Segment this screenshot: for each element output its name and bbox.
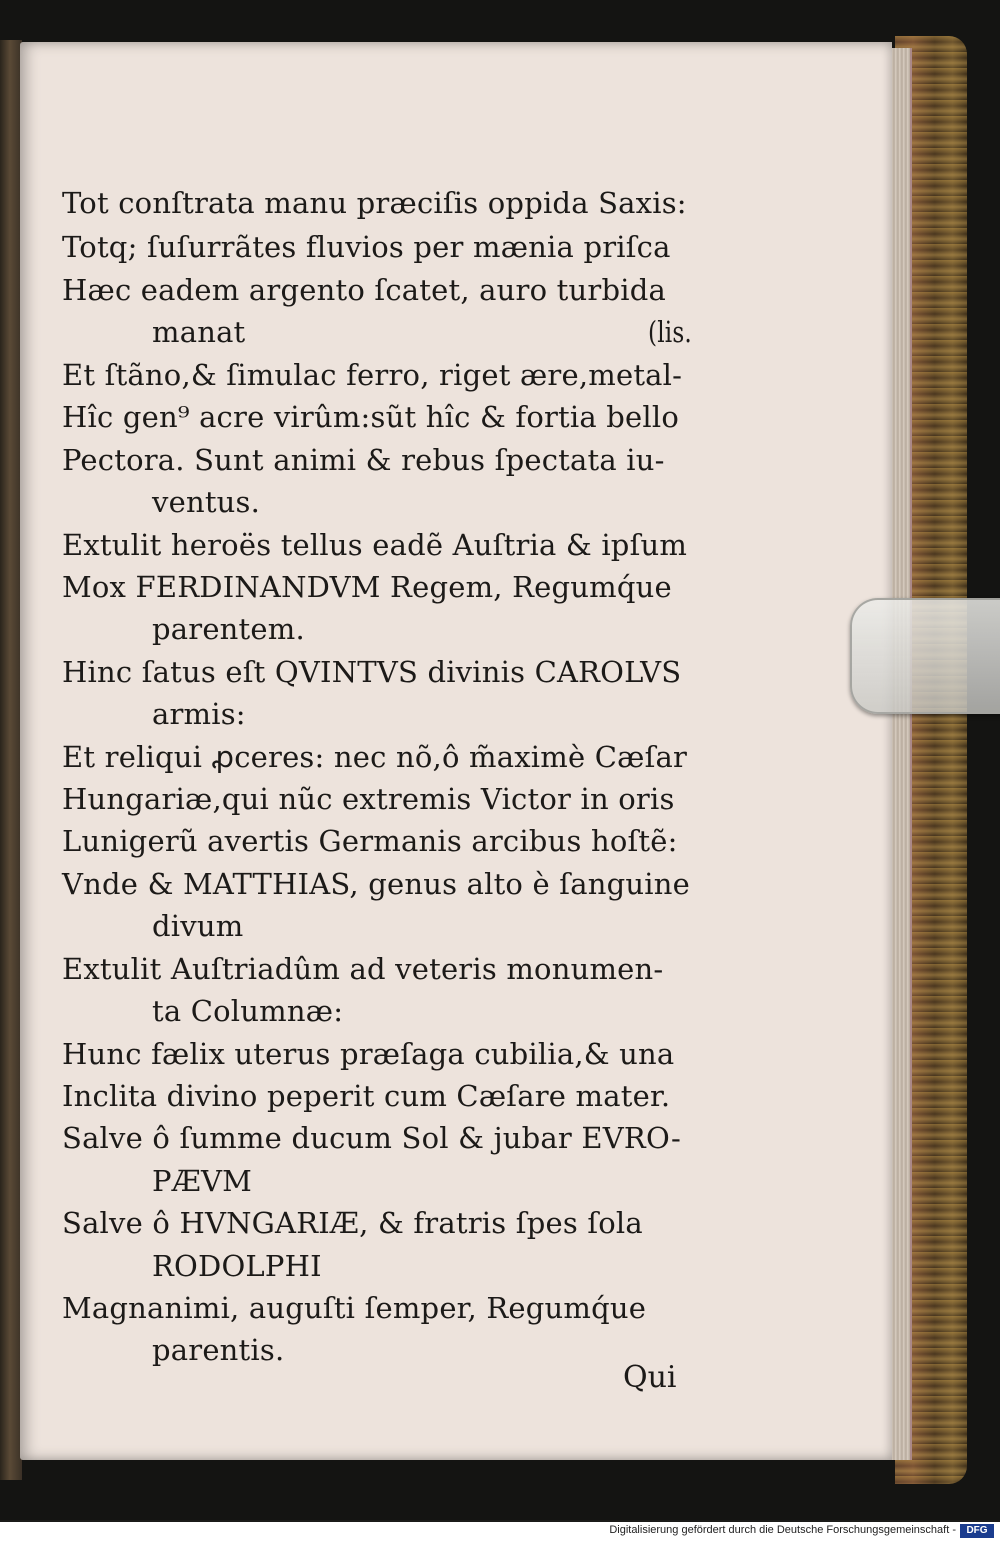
poem-line: Hæc eadem argento ſcatet, auro turbida xyxy=(62,273,666,307)
poem-line: Salve ô ſumme ducum Sol & jubar EVRO- xyxy=(62,1121,681,1155)
poem-line: Tot conſtrata manu præciſis oppida Saxis: xyxy=(62,186,687,220)
poem-line: Magnanimi, auguſti ſemper, Regumq́ue xyxy=(62,1291,647,1325)
poem-line: Extulit heroës tellus eadẽ Auſtria & ipſum xyxy=(62,528,688,562)
poem-line: ventus. xyxy=(152,485,261,519)
poem-line: Salve ô HVNGARIÆ, & fratris ſpes ſola xyxy=(62,1206,643,1240)
poem-line: (lis. xyxy=(648,315,692,349)
poem-line: parentis. xyxy=(152,1333,285,1367)
footer-credit: Digitalisierung gefördert durch die Deutsche Forschungsgemeinschaft - xyxy=(609,1524,956,1536)
poem-line: Pectora. Sunt animi & rebus ſpectata iu- xyxy=(62,443,665,477)
poem-line: armis: xyxy=(152,697,246,731)
poem-line: Et ſtãno,& ſimulac ferro, riget ære,metal- xyxy=(62,358,683,392)
poem-line: Totq; ſuſurrãtes fluvios per mænia priſca xyxy=(62,230,671,264)
poem-line: Mox FERDINANDVM Regem, Regumq́ue xyxy=(62,570,672,604)
poem-line: Hîc gen⁹ acre virûm:sũt hîc & fortia bello xyxy=(62,400,680,434)
poem-line: RODOLPHI xyxy=(152,1249,322,1283)
poem-line: Hinc ſatus eſt QVINTVS divinis CAROLVS xyxy=(62,655,682,689)
poem-line: Extulit Auſtriadûm ad veteris monumen- xyxy=(62,952,664,986)
poem-line: Et reliqui ꝓceres: nec nõ,ô m̃aximè Cæſar xyxy=(62,740,688,774)
dfg-logo: DFG xyxy=(960,1524,994,1538)
poem-line: PÆVM xyxy=(152,1164,252,1198)
poem-line: parentem. xyxy=(152,612,305,646)
poem-line: Inclita divino peperit cum Cæſare mater. xyxy=(62,1079,671,1113)
poem-line: manat xyxy=(152,315,246,349)
poem-line: ta Columnæ: xyxy=(152,994,344,1028)
poem-line: Hungariæ,qui nũc extremis Victor in oris xyxy=(62,782,675,816)
catchword: Qui xyxy=(623,1360,677,1395)
poem-line: Hunc fælix uterus præſaga cubilia,& una xyxy=(62,1037,675,1071)
poem-line: Lunigerũ avertis Germanis arcibus hoſtẽ: xyxy=(62,824,678,858)
poem-line: divum xyxy=(152,909,244,943)
footer-bar xyxy=(0,1522,1000,1541)
poem-line: Vnde & MATTHIAS, genus alto è ſanguine xyxy=(62,867,690,901)
